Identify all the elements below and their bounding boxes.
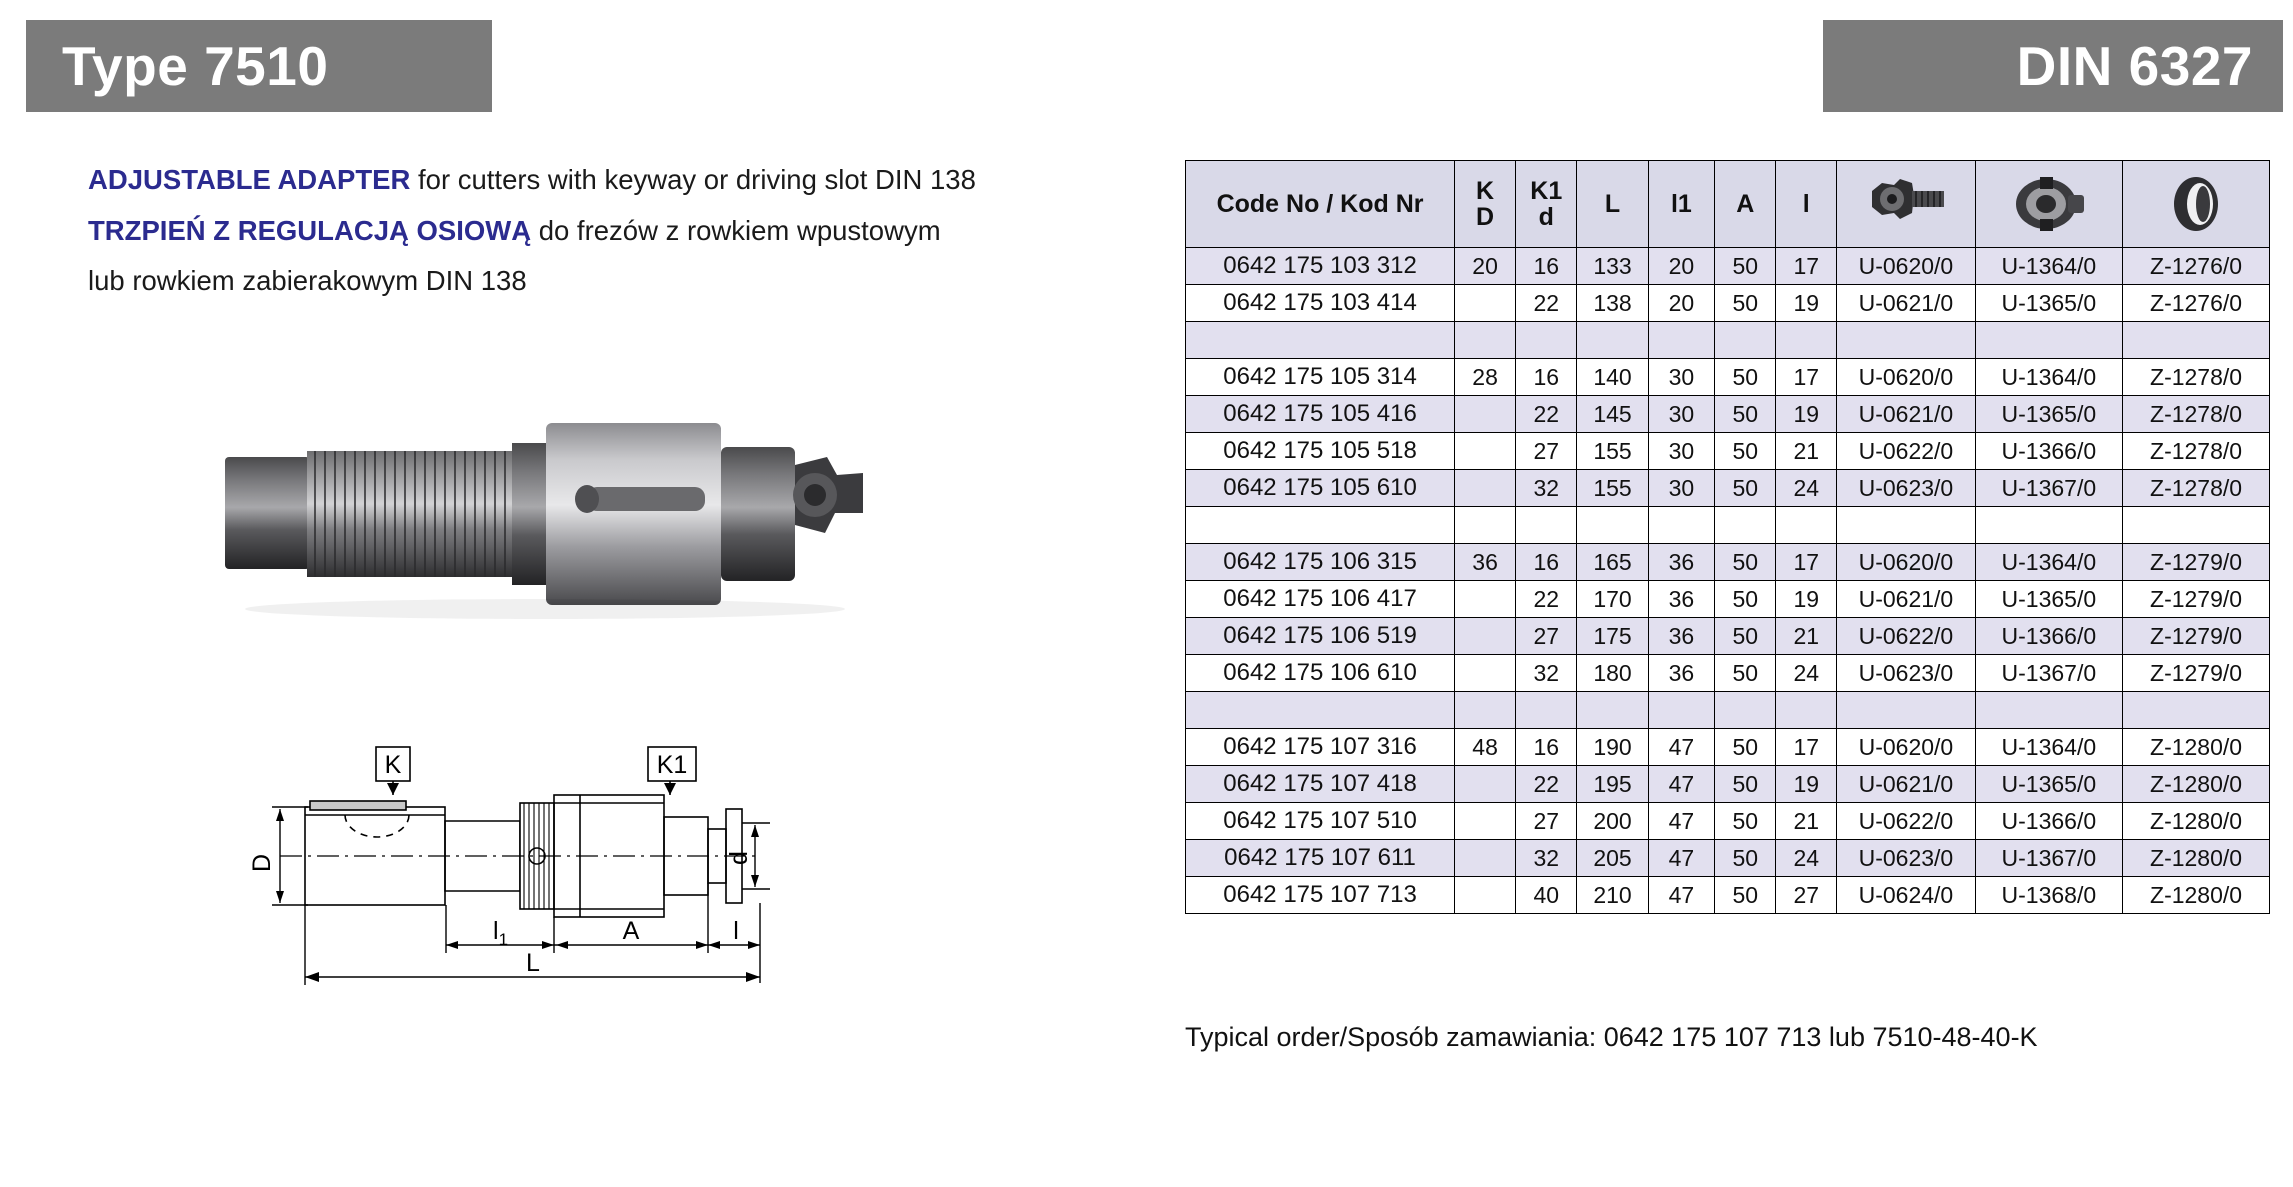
cell-A: 50 [1715, 285, 1776, 322]
din-banner [1823, 20, 2283, 112]
cell-screw-part: U-0622/0 [1837, 618, 1975, 655]
cell-l1 [1648, 507, 1715, 544]
cell-l [1776, 507, 1837, 544]
cell-L: 180 [1577, 655, 1648, 692]
cell-A: 50 [1715, 766, 1776, 803]
cell-L: 138 [1577, 285, 1648, 322]
cell-code: 0642 175 105 610 [1186, 470, 1455, 507]
table-row [1186, 359, 2270, 396]
cell-code [1186, 692, 1455, 729]
cell-l1: 30 [1648, 433, 1715, 470]
cell-L: 170 [1577, 581, 1648, 618]
cell-l: 27 [1776, 877, 1837, 914]
header-l1: l1 [1648, 161, 1715, 248]
cell-ring-part [2123, 692, 2270, 729]
cell-kd [1455, 285, 1516, 322]
cell-code: 0642 175 107 418 [1186, 766, 1455, 803]
cell-k1d: 27 [1516, 433, 1577, 470]
cell-l: 21 [1776, 803, 1837, 840]
cell-nut-part: U-1367/0 [1975, 840, 2122, 877]
cell-screw-part: U-0624/0 [1837, 877, 1975, 914]
drawing-label-K: K [384, 751, 402, 779]
cell-kd [1455, 803, 1516, 840]
cell-screw-part: U-0623/0 [1837, 655, 1975, 692]
table-row [1186, 618, 2270, 655]
cell-ring-part: Z-1280/0 [2123, 729, 2270, 766]
cell-l: 19 [1776, 766, 1837, 803]
type-banner-label: Type 7510 [62, 35, 329, 97]
cell-screw-part [1837, 322, 1975, 359]
cell-code: 0642 175 106 519 [1186, 618, 1455, 655]
cell-l: 17 [1776, 359, 1837, 396]
table-row [1186, 248, 2270, 285]
cell-L: 155 [1577, 470, 1648, 507]
cell-kd [1455, 507, 1516, 544]
cell-screw-part: U-0620/0 [1837, 359, 1975, 396]
cell-kd [1455, 470, 1516, 507]
cell-k1d: 16 [1516, 359, 1577, 396]
cell-code: 0642 175 105 314 [1186, 359, 1455, 396]
cell-L: 195 [1577, 766, 1648, 803]
cell-A: 50 [1715, 877, 1776, 914]
cell-k1d: 22 [1516, 396, 1577, 433]
cell-k1d: 27 [1516, 803, 1577, 840]
cell-nut-part: U-1364/0 [1975, 729, 2122, 766]
header-kd [1455, 161, 1516, 248]
cell-A: 50 [1715, 396, 1776, 433]
header-k1d-bottom: d [1538, 203, 1554, 231]
cell-l1 [1648, 322, 1715, 359]
description-line-en [88, 158, 1148, 203]
cell-code [1186, 322, 1455, 359]
cell-l: 21 [1776, 618, 1837, 655]
type-banner [26, 20, 492, 112]
cell-l1: 36 [1648, 655, 1715, 692]
cell-k1d: 32 [1516, 655, 1577, 692]
cell-A: 50 [1715, 248, 1776, 285]
header-kd-bottom: D [1476, 203, 1495, 231]
cell-L: 200 [1577, 803, 1648, 840]
cell-l: 19 [1776, 396, 1837, 433]
cell-code: 0642 175 107 510 [1186, 803, 1455, 840]
cell-k1d [1516, 322, 1577, 359]
drawing-label-L: L [526, 949, 540, 977]
table-row [1186, 581, 2270, 618]
cell-kd [1455, 766, 1516, 803]
cell-l1: 20 [1648, 285, 1715, 322]
cell-l1: 36 [1648, 544, 1715, 581]
description-en-rest: for cutters with keyway or driving slot DIN 138 [410, 164, 976, 195]
cell-l [1776, 322, 1837, 359]
cell-screw-part: U-0621/0 [1837, 766, 1975, 803]
cell-code [1186, 507, 1455, 544]
header-code-no: Code No / Kod Nr [1186, 161, 1455, 248]
header-k1d [1516, 161, 1577, 248]
cell-k1d: 22 [1516, 285, 1577, 322]
cell-ring-part: Z-1279/0 [2123, 655, 2270, 692]
drawing-label-K1: K1 [656, 751, 688, 779]
cell-l1: 20 [1648, 248, 1715, 285]
cell-l: 21 [1776, 433, 1837, 470]
nut-icon-svg [2006, 175, 2092, 233]
cell-ring-part: Z-1278/0 [2123, 396, 2270, 433]
header-l: l [1776, 161, 1837, 248]
screw-icon [1837, 161, 1975, 248]
cell-l: 24 [1776, 655, 1837, 692]
cell-ring-part: Z-1280/0 [2123, 766, 2270, 803]
drawing-label-d: d [725, 851, 753, 865]
table-row [1186, 729, 2270, 766]
cell-L: 175 [1577, 618, 1648, 655]
cell-code: 0642 175 103 312 [1186, 248, 1455, 285]
cell-nut-part: U-1364/0 [1975, 359, 2122, 396]
cell-kd [1455, 322, 1516, 359]
description-line-pl2: lub rowkiem zabierakowym DIN 138 [88, 265, 527, 297]
table-header-row [1186, 161, 2270, 248]
cell-kd [1455, 433, 1516, 470]
cell-k1d: 22 [1516, 766, 1577, 803]
ring-icon [2123, 161, 2270, 248]
cell-k1d: 16 [1516, 544, 1577, 581]
cell-ring-part: Z-1278/0 [2123, 433, 2270, 470]
cell-code: 0642 175 107 611 [1186, 840, 1455, 877]
cell-A: 50 [1715, 433, 1776, 470]
cell-nut-part: U-1368/0 [1975, 877, 2122, 914]
cell-k1d [1516, 692, 1577, 729]
cell-l1: 30 [1648, 359, 1715, 396]
cell-L: 140 [1577, 359, 1648, 396]
cell-nut-part: U-1364/0 [1975, 544, 2122, 581]
cell-k1d [1516, 507, 1577, 544]
cell-A: 50 [1715, 581, 1776, 618]
cell-code: 0642 175 105 416 [1186, 396, 1455, 433]
cell-l: 24 [1776, 840, 1837, 877]
cell-ring-part [2123, 322, 2270, 359]
table-row [1186, 285, 2270, 322]
table-row [1186, 803, 2270, 840]
ring-icon-svg [2159, 175, 2233, 233]
cell-screw-part: U-0623/0 [1837, 840, 1975, 877]
cell-ring-part: Z-1278/0 [2123, 470, 2270, 507]
cell-l: 17 [1776, 544, 1837, 581]
cell-code: 0642 175 107 713 [1186, 877, 1455, 914]
table-row [1186, 655, 2270, 692]
drawing-label-l: l [733, 917, 739, 945]
drawing-label-D: D [250, 853, 276, 873]
description-pl-bold: TRZPIEŃ Z REGULACJĄ OSIOWĄ [88, 214, 532, 246]
cell-A [1715, 692, 1776, 729]
cell-ring-part: Z-1278/0 [2123, 359, 2270, 396]
cell-ring-part: Z-1276/0 [2123, 248, 2270, 285]
cell-l1: 47 [1648, 840, 1715, 877]
cell-L: 165 [1577, 544, 1648, 581]
cell-code: 0642 175 106 417 [1186, 581, 1455, 618]
cell-screw-part: U-0623/0 [1837, 470, 1975, 507]
cell-L: 205 [1577, 840, 1648, 877]
din-banner-label: DIN 6327 [2016, 35, 2253, 97]
cell-ring-part: Z-1279/0 [2123, 544, 2270, 581]
cell-L [1577, 322, 1648, 359]
description-en-bold: ADJUSTABLE ADAPTER [88, 164, 411, 195]
cell-l1: 36 [1648, 581, 1715, 618]
cell-A: 50 [1715, 655, 1776, 692]
cell-kd [1455, 618, 1516, 655]
typical-order-note: Typical order/Sposób zamawiania: 0642 175 107 713 lub 7510-48-40-K [1185, 1022, 2038, 1052]
table-spacer-row [1186, 507, 2270, 544]
cell-screw-part: U-0621/0 [1837, 581, 1975, 618]
drawing-label-l1: $l_1$ [493, 917, 509, 949]
cell-l1: 36 [1648, 618, 1715, 655]
cell-code: 0642 175 106 315 [1186, 544, 1455, 581]
cell-kd [1455, 840, 1516, 877]
cell-kd [1455, 877, 1516, 914]
cell-code: 0642 175 106 610 [1186, 655, 1455, 692]
technical-drawing-svg [250, 745, 970, 1015]
cell-l1: 30 [1648, 470, 1715, 507]
cell-l1: 47 [1648, 729, 1715, 766]
cell-A [1715, 507, 1776, 544]
cell-k1d: 32 [1516, 470, 1577, 507]
cell-ring-part: Z-1280/0 [2123, 877, 2270, 914]
cell-A: 50 [1715, 470, 1776, 507]
cell-nut-part: U-1365/0 [1975, 766, 2122, 803]
table-row [1186, 396, 2270, 433]
cell-A: 50 [1715, 359, 1776, 396]
cell-L: 133 [1577, 248, 1648, 285]
cell-screw-part: U-0621/0 [1837, 285, 1975, 322]
cell-ring-part: Z-1279/0 [2123, 618, 2270, 655]
drawing-label-A: A [622, 917, 640, 945]
cell-l1: 47 [1648, 766, 1715, 803]
cell-kd: 28 [1455, 359, 1516, 396]
header-k1d-top: K1 [1530, 176, 1563, 205]
cell-kd [1455, 655, 1516, 692]
cell-L: 190 [1577, 729, 1648, 766]
cell-nut-part [1975, 692, 2122, 729]
cell-l: 17 [1776, 729, 1837, 766]
table-body [1186, 248, 2270, 914]
cell-screw-part [1837, 507, 1975, 544]
table-row [1186, 840, 2270, 877]
cell-code: 0642 175 103 414 [1186, 285, 1455, 322]
header-A: A [1715, 161, 1776, 248]
cell-nut-part [1975, 507, 2122, 544]
cell-A [1715, 322, 1776, 359]
cell-l1: 47 [1648, 803, 1715, 840]
cell-screw-part: U-0621/0 [1837, 396, 1975, 433]
cell-screw-part: U-0622/0 [1837, 803, 1975, 840]
cell-kd [1455, 396, 1516, 433]
product-photo-svg [215, 395, 1005, 635]
cell-l1 [1648, 692, 1715, 729]
cell-k1d: 40 [1516, 877, 1577, 914]
cell-k1d: 16 [1516, 729, 1577, 766]
cell-A: 50 [1715, 544, 1776, 581]
table-row [1186, 544, 2270, 581]
cell-k1d: 32 [1516, 840, 1577, 877]
description-pl-rest: do frezów z rowkiem wpustowym [531, 214, 941, 246]
table-spacer-row [1186, 322, 2270, 359]
cell-ring-part [2123, 507, 2270, 544]
screw-icon-svg [1860, 175, 1952, 233]
cell-kd: 36 [1455, 544, 1516, 581]
table-spacer-row [1186, 692, 2270, 729]
cell-nut-part: U-1366/0 [1975, 803, 2122, 840]
cell-nut-part: U-1366/0 [1975, 433, 2122, 470]
cell-screw-part: U-0620/0 [1837, 544, 1975, 581]
cell-nut-part: U-1367/0 [1975, 470, 2122, 507]
technical-drawing [250, 745, 970, 1015]
description-line-pl [88, 209, 1148, 254]
cell-kd [1455, 692, 1516, 729]
cell-k1d: 22 [1516, 581, 1577, 618]
header-kd-top: K [1476, 176, 1495, 205]
table-row [1186, 433, 2270, 470]
cell-kd: 48 [1455, 729, 1516, 766]
table-row [1186, 470, 2270, 507]
header-L: L [1577, 161, 1648, 248]
cell-A: 50 [1715, 618, 1776, 655]
cell-L: 210 [1577, 877, 1648, 914]
cell-A: 50 [1715, 803, 1776, 840]
cell-screw-part: U-0620/0 [1837, 729, 1975, 766]
cell-nut-part: U-1367/0 [1975, 655, 2122, 692]
cell-L [1577, 692, 1648, 729]
cell-A: 50 [1715, 729, 1776, 766]
cell-k1d: 16 [1516, 248, 1577, 285]
cell-code: 0642 175 107 316 [1186, 729, 1455, 766]
cell-kd: 20 [1455, 248, 1516, 285]
product-photo [215, 395, 1005, 635]
cell-screw-part [1837, 692, 1975, 729]
cell-L: 155 [1577, 433, 1648, 470]
cell-nut-part: U-1365/0 [1975, 581, 2122, 618]
cell-nut-part: U-1365/0 [1975, 396, 2122, 433]
cell-nut-part [1975, 322, 2122, 359]
cell-l1: 47 [1648, 877, 1715, 914]
cell-l: 17 [1776, 248, 1837, 285]
cell-screw-part: U-0622/0 [1837, 433, 1975, 470]
cell-nut-part: U-1364/0 [1975, 248, 2122, 285]
cell-code: 0642 175 105 518 [1186, 433, 1455, 470]
cell-nut-part: U-1365/0 [1975, 285, 2122, 322]
cell-ring-part: Z-1276/0 [2123, 285, 2270, 322]
cell-l: 24 [1776, 470, 1837, 507]
cell-l: 19 [1776, 581, 1837, 618]
cell-A: 50 [1715, 840, 1776, 877]
table-row [1186, 877, 2270, 914]
cell-ring-part: Z-1280/0 [2123, 840, 2270, 877]
cell-L: 145 [1577, 396, 1648, 433]
cell-ring-part: Z-1279/0 [2123, 581, 2270, 618]
nut-icon [1975, 161, 2122, 248]
cell-k1d: 27 [1516, 618, 1577, 655]
product-description [88, 158, 1148, 310]
cell-l: 19 [1776, 285, 1837, 322]
spec-table [1185, 160, 2270, 914]
cell-ring-part: Z-1280/0 [2123, 803, 2270, 840]
cell-screw-part: U-0620/0 [1837, 248, 1975, 285]
cell-nut-part: U-1366/0 [1975, 618, 2122, 655]
table-row [1186, 766, 2270, 803]
cell-l [1776, 692, 1837, 729]
cell-kd [1455, 581, 1516, 618]
spec-table-container [1185, 160, 2270, 914]
page-left-rule [10, 14, 14, 1174]
cell-L [1577, 507, 1648, 544]
cell-l1: 30 [1648, 396, 1715, 433]
